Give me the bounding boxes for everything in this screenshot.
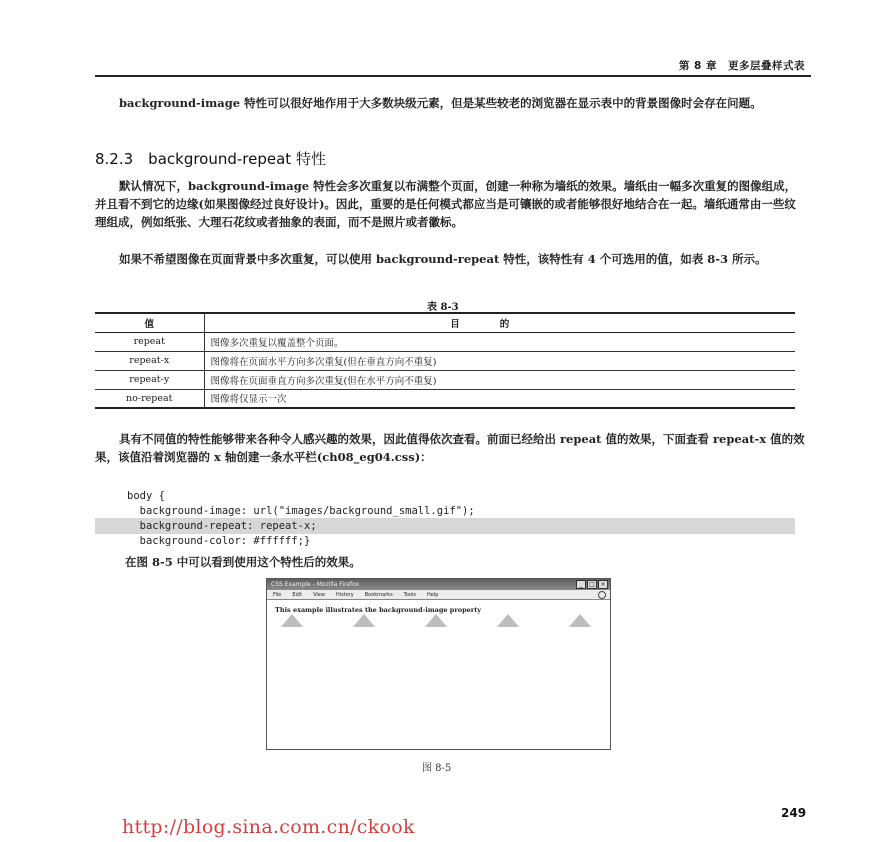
- table-header-purpose: 目的: [204, 313, 795, 332]
- menu-item-help: Help: [427, 591, 439, 598]
- browser-screenshot-figure: [266, 578, 611, 750]
- table-cell-purpose: 图像将在页面水平方向多次重复(但在垂直方向不重复): [204, 351, 795, 370]
- table-caption: 表 8-3: [427, 302, 459, 313]
- code-block: [127, 489, 475, 549]
- browser-titlebar: [267, 579, 610, 590]
- table-cell-value: repeat: [95, 332, 204, 351]
- table-cell-value: no-repeat: [95, 389, 204, 408]
- window-controls: [576, 580, 608, 589]
- watermark-url: http://blog.sina.com.cn/ckook: [122, 816, 415, 838]
- table-row: [95, 389, 795, 408]
- table-cell-purpose: 图像将在页面垂直方向多次重复(但在水平方向不重复): [204, 370, 795, 389]
- browser-menubar: [267, 590, 610, 600]
- menu-item-view: View: [313, 591, 325, 598]
- header-rule: [95, 75, 811, 77]
- minimize-icon: _: [576, 580, 586, 589]
- close-icon: ×: [598, 580, 608, 589]
- chapter-title: 第 8 章 更多层叠样式表: [678, 60, 805, 72]
- menu-item-tools: Tools: [403, 591, 416, 598]
- page-number: 249: [781, 806, 807, 820]
- table-cell-value: repeat-y: [95, 370, 204, 389]
- menu-item-history: History: [335, 591, 354, 598]
- paragraph-repeat-x: 具有不同值的特性能够带来各种令人感兴趣的效果，因此值得依次查看。前面已经给出 repeat 值的效果，下面查看 repeat-x 值的效果，该值沿着浏览器的 x 轴创建一条水平栏(ch08_eg04.css)：: [95, 432, 805, 464]
- section-title: 8.2.3 background-repeat 特性: [95, 150, 326, 168]
- table-cell-value: repeat-x: [95, 351, 204, 370]
- paragraph-wallpaper: 默认情况下，background-image 特性会多次重复以布满整个页面，创建一种称为墙纸的效果。墙纸由一幅多次重复的图像组成，并且看不到它的边缘(如果图像经过良好设计)。因此，重要的是任何模式都应当是可镶嵌的或者能够很好地结合在一起。墙纸通常由一些纹理组成，例如纸张、大理石花纹或者抽象的表面，而不是照片或者徽标。: [95, 179, 797, 229]
- page-header: [95, 58, 811, 78]
- triangle-tile-icon: [569, 614, 591, 627]
- triangle-tile-icon: [353, 614, 375, 627]
- table-row: [95, 351, 795, 370]
- maximize-icon: □: [587, 580, 597, 589]
- menu-item-bookmarks: Bookmarks: [364, 591, 393, 598]
- table-cell-purpose: 图像多次重复以覆盖整个页面。: [204, 332, 795, 351]
- code-line: background-image: url("images/background_small.gif");: [127, 505, 475, 517]
- repeat-values-table: [95, 312, 795, 409]
- paragraph-figure-ref: 在图 8-5 中可以看到使用这个特性后的效果。: [125, 555, 361, 569]
- menu-item-edit: Edit: [292, 591, 303, 598]
- browser-content-text: This example illustrates the background-image property: [275, 606, 481, 614]
- table-row: [95, 332, 795, 351]
- table-header-value: 值: [95, 313, 204, 332]
- triangle-tile-icon: [497, 614, 519, 627]
- code-line: body {: [127, 490, 165, 502]
- triangle-tile-icon: [425, 614, 447, 627]
- code-line: background-color: #ffffff;}: [127, 535, 311, 547]
- browser-title: CSS Example - Mozilla Firefox: [271, 581, 360, 588]
- figure-caption: 图 8-5: [422, 763, 452, 774]
- table-row: [95, 370, 795, 389]
- paragraph-intro: background-image 特性可以很好地作用于大多数块级元素，但是某些较老的浏览器在显示表中的背景图像时会存在问题。: [119, 96, 762, 110]
- repeat-x-background-band: [267, 614, 610, 629]
- table-cell-purpose: 图像将仅显示一次: [204, 389, 795, 408]
- menu-item-file: File: [273, 591, 282, 598]
- browser-content: [267, 600, 610, 747]
- throbber-icon: [598, 591, 606, 599]
- paragraph-repeat-values: 如果不希望图像在页面背景中多次重复，可以使用 background-repeat 特性，该特性有 4 个可选用的值，如表 8-3 所示。: [119, 252, 767, 266]
- table-header-row: [95, 313, 795, 332]
- triangle-tile-icon: [281, 614, 303, 627]
- code-line-highlighted: background-repeat: repeat-x;: [127, 520, 317, 532]
